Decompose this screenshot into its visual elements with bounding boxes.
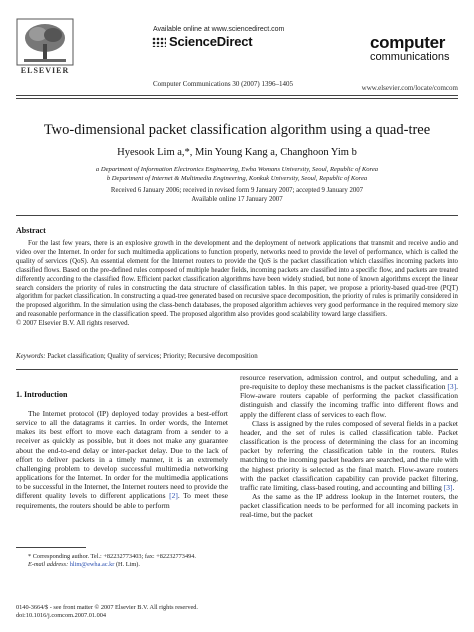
paper-title: Two-dimensional packet classification algorithm using a quad-tree — [43, 122, 431, 138]
intro-text: . — [452, 482, 455, 492]
right-column — [240, 373, 458, 520]
intro-text: resource reservation, admission control, and output scheduling, and a pre-requisite to deploy these mechanisms is the packet classification — [240, 373, 458, 392]
abstract-top-rule — [16, 215, 458, 216]
abstract-body — [16, 240, 458, 329]
email-line — [16, 561, 228, 569]
keywords-text: Packet classification; Quality of services; Priority; Recursive decomposition — [47, 353, 258, 360]
received-dates: Received 6 January 2006; received in revised form 9 January 2007; accepted 9 January 2007 — [110, 187, 364, 194]
intro-paragraph-3: As the same as the IP address lookup in the Internet routers, the packet classification needs to be performed for all incoming packets in real-time, but the packet — [240, 492, 458, 520]
intro-text: The Internet protocol (IP) deployed today provides a best-effort service to all the datagrams it carries. In order words, the Internet makes its best effort to move each datagram from a sender to a receiver as quickly as possible, but it does not make any guarantee about the end-to-end delay or inter-packet delay. Due to the lack of effort to deliver packets in a timely manner, it is an extremely challenging problem to develop successful multimedia networking applications for the Internet. In order for the multimedia applications to be successful in the Internet, the Internet routers need to provide the different quality levels to different applications — [16, 409, 228, 501]
intro-text: . Flow-aware routers capable of performing the packet classification distinguish and classify the incoming traffic into different flows and apply the different class of services to each flow. — [240, 382, 458, 419]
footnote — [16, 553, 228, 569]
sciencedirect-dots-icon — [152, 37, 166, 47]
sciencedirect-logo — [152, 34, 252, 49]
keywords-label: Keywords: — [16, 353, 46, 360]
intro-paragraph-1 — [16, 409, 228, 510]
journal-logo — [370, 34, 458, 70]
left-column — [16, 409, 228, 510]
citation-link[interactable]: [3] — [443, 482, 453, 492]
journal-logo-line2: communications — [370, 51, 450, 63]
author-list: Hyesook Lim a,*, Min Young Kang a, Changhoon Yim b — [117, 147, 357, 158]
affiliation-a: a Department of Information Electronics Engineering, Ewha Womans University, Seoul, Republic of Korea — [95, 166, 379, 173]
available-online-date: Available online 17 January 2007 — [191, 196, 283, 203]
abstract-paragraph: For the last few years, there is an explosive growth in the development and the deployment of network applications that transmit and receive audio and video over the Internet. In order for such multimedia applications to function properly, networks need to provide the level of performance, which is called the quality of services (QoS). An essential element for the Internet routers to provide the QoS is the packet classification which classifies incoming packets into classified flows. Based on the pre-defined rules composed of multiple header fields, incoming packets are classified into a specific flow, and packets are treated differently according to the classified flow. Efficient packet classification algorithms have been widely studied, but none of known algorithms except the linear search considers the priority of rules in constructing the data structure of classification tables. In this paper, we propose a priority-based quad-tree (PQT) algorithm for packet classification. In constructing a quad-tree generated based on recursive space decomposition, the priority of rules is primarily considered in the proposed algorithm. In the simulation using the class-bench databases, the proposed algorithm achieves very good performance in the required memory size and reasonable performance in the classification speed. The proposed algorithm also provides good scalability toward large classifiers. — [16, 240, 458, 319]
keywords-line — [16, 353, 258, 360]
corresponding-author: * Corresponding author. Tel.: +82232773403; fax: +82232773494. — [28, 553, 196, 560]
doi-line[interactable]: doi:10.1016/j.comcom.2007.01.004 — [16, 612, 107, 620]
tree-logo-icon — [16, 18, 74, 66]
journal-reference: Computer Communications 30 (2007) 1396–1405 — [153, 80, 293, 88]
affiliation-b: b Department of Internet & Multimedia Engineering, Konkuk University, Seoul, Republic of Korea — [106, 175, 368, 182]
intro-text-end: . To meet these requirements, the routers should be able to perform — [16, 491, 229, 510]
citation-link[interactable]: [2] — [169, 491, 178, 501]
elsevier-logo — [16, 18, 74, 78]
email-link[interactable]: hlim@ewha.ac.kr — [69, 561, 115, 569]
intro-paragraph-cont — [240, 373, 458, 419]
publisher-name: ELSEVIER — [20, 66, 70, 75]
email-tail: (H. Lim). — [115, 561, 140, 569]
intro-paragraph-2 — [240, 419, 458, 492]
email-label: E-mail address: — [28, 561, 69, 569]
abstract-heading: Abstract — [16, 226, 46, 235]
journal-logo-line1: computer — [370, 33, 446, 52]
abstract-copyright: © 2007 Elsevier B.V. All rights reserved. — [16, 320, 130, 328]
issn-line: 0140-3664/$ - see front matter © 2007 Elsevier B.V. All rights reserved. — [16, 604, 198, 611]
citation-link[interactable]: [3] — [447, 382, 457, 392]
section-heading: 1. Introduction — [16, 390, 68, 399]
bottom-matter — [16, 604, 198, 620]
available-online-text: Available online at www.sciencedirect.com — [153, 26, 285, 33]
sciencedirect-brand: ScienceDirect — [169, 34, 253, 49]
footnote-rule — [16, 547, 86, 548]
header-rule — [16, 95, 458, 96]
journal-url[interactable]: www.elsevier.com/locate/comcom — [361, 84, 458, 92]
header-rule-2 — [16, 98, 458, 99]
intro-text: Class is assigned by the rules composed of several fields in a packet header, and the set of rules is called classification table. Packet classification is the process of determining the class for an incoming packet by referring the classification table in the routers. Rules matching to the incoming packet headers are searched, and the rule with the highest priority is selected as the final match. Flow-aware routers with the packet classification capability can provide packet filtering, traffic rate limiting, class-based routing, and accounting and billing — [240, 418, 458, 492]
abstract-bottom-rule — [16, 369, 458, 370]
